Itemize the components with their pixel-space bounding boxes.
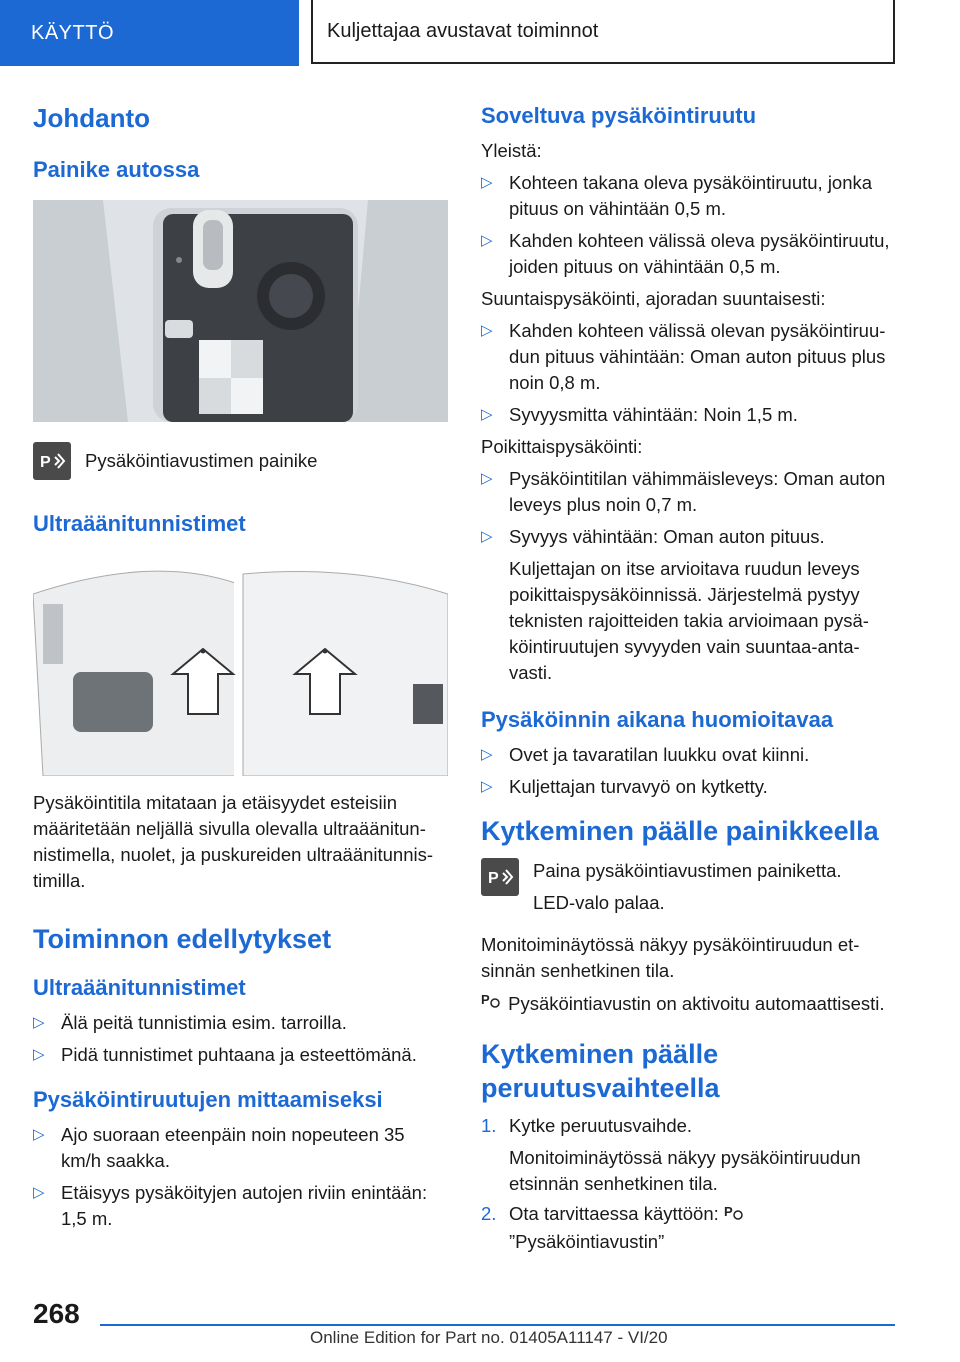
list-item: ▷ Ovet ja tavaratilan luukku ovat kiinni. xyxy=(481,742,896,768)
general-label: Yleistä: xyxy=(481,140,542,161)
edition-text: Online Edition for Part no. 01405A11147 - VI/20 xyxy=(310,1328,668,1347)
list-item: ▷ Kahden kohteen välissä oleva pysäköintiruutu, joiden pituus on vähintään 0,5 m. xyxy=(481,230,890,277)
page-footer xyxy=(0,1290,960,1362)
section-tab: KÄYTTÖ xyxy=(0,0,299,66)
right-column xyxy=(481,96,896,1259)
button-on-row xyxy=(481,858,896,916)
page-number: 268 xyxy=(33,1298,80,1329)
intro-title: Johdanto xyxy=(33,103,150,133)
triangle-bullet-icon: ▷ xyxy=(33,1014,45,1031)
auto-text: Pysäköintiavustin on aktivoitu automaattisesti. xyxy=(508,993,885,1014)
parking-assist-symbol-icon xyxy=(724,1202,746,1229)
button-on-title: Kytkeminen päälle painikkeella xyxy=(481,816,879,846)
triangle-bullet-icon: ▷ xyxy=(481,528,493,545)
triangle-bullet-icon: ▷ xyxy=(33,1126,45,1143)
parallel-list xyxy=(481,318,896,428)
measure-list xyxy=(33,1122,448,1232)
general-list xyxy=(481,170,896,280)
bumper-sensors-image xyxy=(33,554,448,776)
list-item: ▷ Syvyysmitta vähintään: Noin 1,5 m. xyxy=(481,402,896,428)
button-on-step2: LED-valo palaa. xyxy=(533,892,665,913)
triangle-bullet-icon: ▷ xyxy=(481,470,493,487)
bumper-figure xyxy=(33,554,448,776)
svg-text:P: P xyxy=(723,1203,733,1219)
perp-note: Kuljettajan on itse arvioitava ruudun leveys poikittaispysäköinnissä. Järjestelmä pystyy teknisten rajoitteiden takia arvioimaan pysäköintiruutujen syvyyden vain suuntaa-antavasti. xyxy=(509,558,869,683)
sensors-text: Pysäköintitila mitataan ja etäisyydet esteisiin määritetään neljällä sivulla olevalla ultraäänitunnistimella, nuolet, ja puskureiden ultraäänitunnistimilla. xyxy=(33,792,434,891)
list-item: ▷ Pidä tunnistimet puhtaana ja esteettömänä. xyxy=(33,1042,448,1068)
sensors-heading: Ultraäänitunnistimet xyxy=(33,511,246,536)
triangle-bullet-icon: ▷ xyxy=(481,322,493,339)
button-caption: Pysäköintiavustimen painike xyxy=(85,450,318,471)
list-item: ▷ Ajo suoraan eteenpäin noin nopeuteen 35 km/h saakka. xyxy=(33,1124,405,1171)
perp-label: Poikittaispysäköinti: xyxy=(481,436,643,457)
parking-assist-symbol-icon xyxy=(481,990,503,1017)
during-heading: Pysäköinnin aikana huomioitavaa xyxy=(481,707,834,732)
step-item: 1. Kytke peruutusvaihde. Monitoiminäytössä näkyy pysäköintiruudun etsinnän senhetkinen tila. xyxy=(481,1115,861,1194)
triangle-bullet-icon: ▷ xyxy=(481,174,493,191)
triangle-bullet-icon: ▷ xyxy=(481,232,493,249)
left-column xyxy=(33,96,448,1238)
list-item: ▷ Kahden kohteen välissä olevan pysäköintiruudun pituus vähintään: Oman auton pituus plus noin 0,8 m. xyxy=(481,320,886,393)
footer-divider xyxy=(100,1324,895,1326)
svg-text:P: P xyxy=(40,454,51,471)
list-item: ▷ Kuljettajan turvavyö on kytketty. xyxy=(481,774,896,800)
measure-heading: Pysäköintiruutujen mittaamiseksi xyxy=(33,1087,383,1112)
triangle-bullet-icon: ▷ xyxy=(481,406,493,423)
button-on-step1: Paina pysäköintiavustimen painiketta. xyxy=(533,860,842,881)
console-figure xyxy=(33,200,448,422)
parking-assist-icon xyxy=(481,858,519,896)
triangle-bullet-icon: ▷ xyxy=(481,746,493,763)
button-on-text: Monitoiminäytössä näkyy pysäköintiruudun etsinnän senhetkinen tila. xyxy=(481,934,860,981)
reverse-title: Kytkeminen päälle peruutusvaihteella xyxy=(481,1039,720,1103)
step-item: 2. Ota tarvittaessa käyttöön: P ”Pysäköintiavustin” xyxy=(481,1201,896,1255)
reverse-steps xyxy=(481,1113,896,1255)
list-item: ▷ Syvyys vähintään: Oman auton pituus. xyxy=(481,524,896,550)
list-item: ▷ Etäisyys pysäköityjen autojen riviin enintään: 1,5 m. xyxy=(33,1182,428,1229)
list-item: ▷ Älä peitä tunnistimia esim. tarroilla. xyxy=(33,1010,448,1036)
button-caption-row xyxy=(33,442,448,480)
suitable-heading: Soveltuva pysäköintiruutu xyxy=(481,103,757,128)
list-item: ▷ Kohteen takana oleva pysäköintiruutu, jonka pituus on vähintään 0,5 m. xyxy=(481,172,873,219)
perp-list xyxy=(481,466,896,550)
button-heading: Painike autossa xyxy=(33,157,200,182)
parallel-label: Suuntaispysäköinti, ajoradan suuntaisesti: xyxy=(481,288,826,309)
svg-text:P: P xyxy=(481,992,490,1007)
page-header xyxy=(0,0,960,66)
req-sensors-list xyxy=(33,1010,448,1068)
triangle-bullet-icon: ▷ xyxy=(481,778,493,795)
center-console-image xyxy=(33,200,448,422)
svg-text:P: P xyxy=(488,870,499,887)
auto-text-row xyxy=(481,990,896,1017)
parking-assist-icon xyxy=(33,442,71,480)
triangle-bullet-icon: ▷ xyxy=(33,1046,45,1063)
during-list xyxy=(481,742,896,800)
chapter-title: Kuljettajaa avustavat toiminnot xyxy=(311,0,895,64)
requirements-title: Toiminnon edellytykset xyxy=(33,924,332,954)
triangle-bullet-icon: ▷ xyxy=(33,1184,45,1201)
req-sensors-heading: Ultraäänitunnistimet xyxy=(33,975,246,1000)
list-item: ▷ Pysäköintitilan vähimmäisleveys: Oman auton leveys plus noin 0,7 m. xyxy=(481,468,886,515)
